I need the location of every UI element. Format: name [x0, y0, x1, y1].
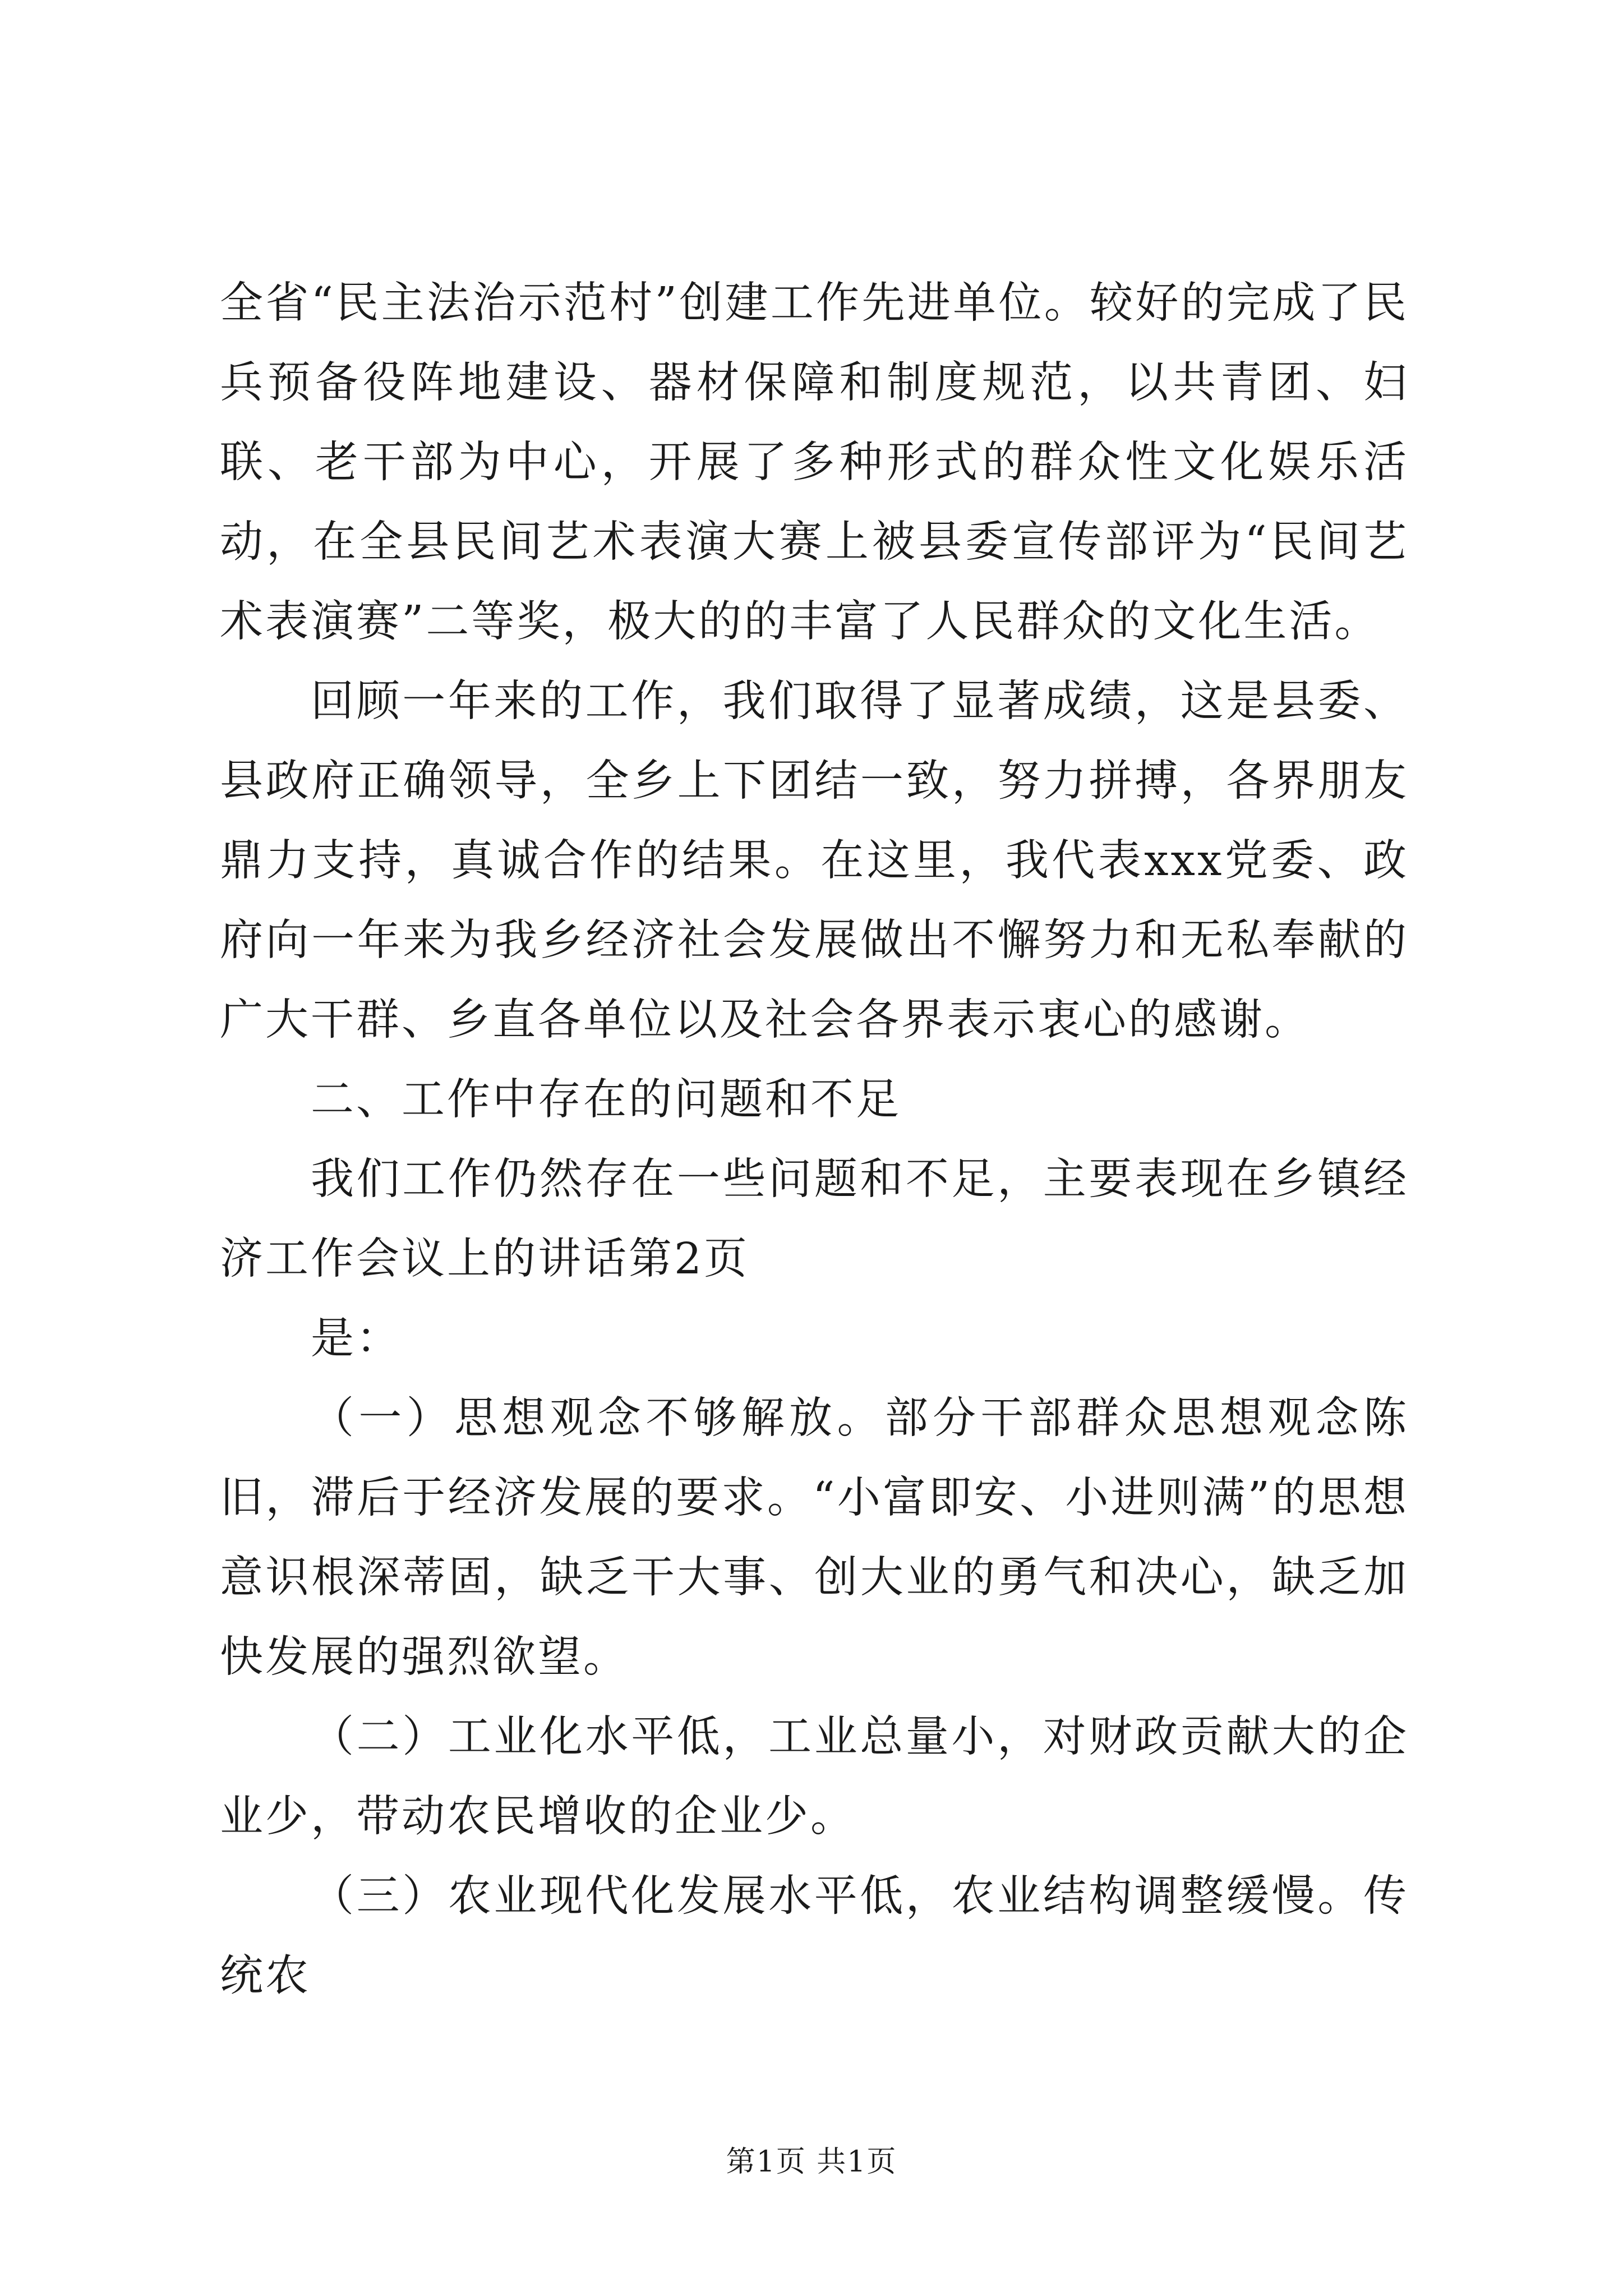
paragraph: 回顾一年来的工作，我们取得了显著成绩，这是县委、县政府正确领导，全乡上下团结一致，努力拼搏，各界朋友鼎力支持，真诚合作的结果。在这里，我代表xxx党委、政府向一年来为我乡经济社会发展做出不懈努力和无私奉献的广大干群、乡直各单位以及社会各界表示衷心的感谢。: [220, 677, 1409, 1045]
list-item-paragraph: （三）农业现代化发展水平低，农业结构调整缓慢。传统农: [220, 1871, 1409, 2001]
list-item-paragraph: （一）思想观念不够解放。部分干部群众思想观念陈旧，滞后于经济发展的要求。“小富即安、小进则满”的思想意识根深蒂固，缺乏干大事、创大业的勇气和决心，缺乏加快发展的强烈欲望。: [220, 1393, 1409, 1682]
section-heading: 二、工作中存在的问题和不足: [311, 1075, 901, 1125]
page-footer: 第1页 共1页: [726, 2145, 897, 2179]
paragraph: 全省“民主法治示范村”创建工作先进单位。较好的完成了民兵预备役阵地建设、器材保障和制度规范，以共青团、妇联、老干部为中心，开展了多种形式的群众性文化娱乐活动，在全县民间艺术表演大赛上被县委宣传部评为“民间艺术表演赛”二等奖，极大的的丰富了人民群众的文化生活。: [220, 278, 1409, 647]
paragraph: 是：: [311, 1314, 402, 1364]
document-body: [220, 264, 1409, 2016]
list-item-paragraph: （二）工业化水平低，工业总量小，对财政贡献大的企业少，带动农民增收的企业少。: [220, 1712, 1409, 1842]
paragraph: 我们工作仍然存在一些问题和不足，主要表现在乡镇经济工作会议上的讲话第2页: [220, 1154, 1409, 1284]
